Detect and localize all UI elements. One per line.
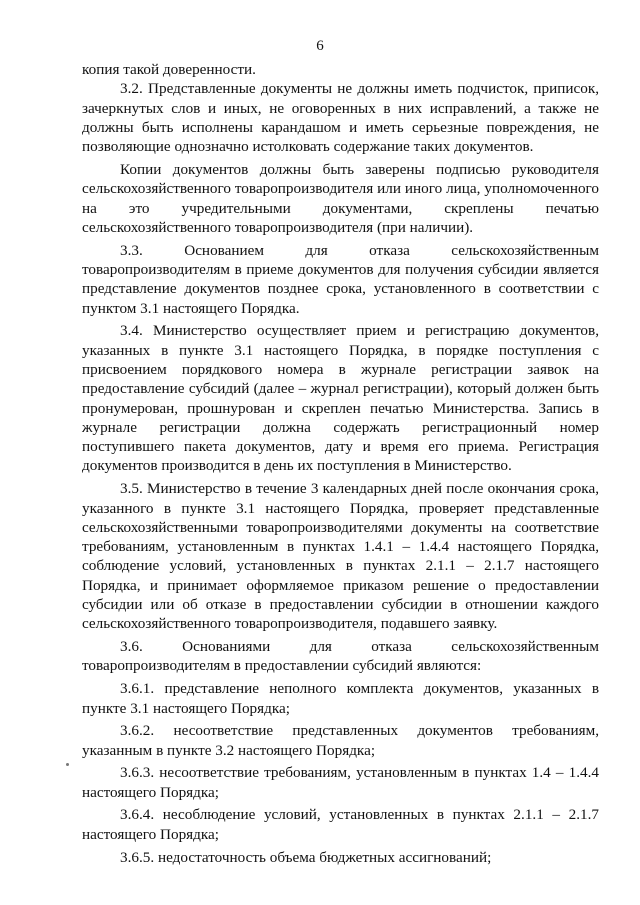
paragraph: 3.6.4. несоблюдение условий, установленных в пунктах 2.1.1 – 2.1.7 настоящего Порядка; — [82, 806, 599, 843]
paragraph: 3.2. Представленные документы не должны иметь подчисток, приписок, зачеркнутых слов и иных, не оговоренных в них исправлений, а также не должны быть исполнены карандашом и иметь серьезные повреждения, не позволяющие однозначно истолковать содержание таких документов. — [82, 80, 599, 156]
page-number: 6 — [316, 38, 324, 54]
paragraph: 3.6. Основаниями для отказа сельскохозяйственным товаропроизводителям в предоставлении субсидий являются: — [82, 638, 599, 675]
paragraph: 3.6.5. недостаточность объема бюджетных ассигнований; — [120, 848, 492, 866]
paragraph: 3.3. Основанием для отказа сельскохозяйственным товаропроизводителям в приеме документов для получения субсидии является представление документов позднее срока, установленного в соответствии с пунктом 3.1 настоящего Порядка. — [82, 241, 599, 317]
document-body — [82, 60, 599, 867]
paragraph: Копии документов должны быть заверены подписью руководителя сельскохозяйственного товаропроизводителя или иного лица, уполномоченного на это учредительными документами, скреплены печатью сельскохозяйственного товаропроизводителя (при наличии). — [82, 160, 599, 236]
paragraph: 3.6.2. несоответствие представленных документов требованиям, указанным в пункте 3.2 настоящего Порядка; — [82, 722, 599, 759]
paragraph: 3.5. Министерство в течение 3 календарных дней после окончания срока, указанного в пункте 3.1 настоящего Порядка, проверяет представленные сельскохозяйственными товаропроизводителями документы на соответствие требованиям, установленным в пунктах 1.4.1 – 1.4.4 настоящего Порядка, соблюдение условий, установленных в пунктах 2.1.1 – 2.1.7 настоящего Порядка, и принимает оформляемое приказом решение о предоставлении субсидии или об отказе в предоставлении субсидии в отношении каждого сельскохозяйственного товаропроизводителя, подавшего заявку. — [82, 480, 599, 633]
paragraph: 3.6.1. представление неполного комплекта документов, указанных в пункте 3.1 настоящего Порядка; — [82, 680, 599, 717]
margin-mark — [66, 763, 69, 766]
paragraph: 3.6.3. несоответствие требованиям, установленным в пунктах 1.4 – 1.4.4 настоящего Порядка; — [82, 764, 599, 801]
paragraph: копия такой доверенности. — [82, 61, 256, 78]
paragraph: 3.4. Министерство осуществляет прием и регистрацию документов, указанных в пункте 3.1 настоящего Порядка, в порядке поступления с присвоением порядкового номера в журнале регистрации заявок на предоставление субсидий (далее – журнал регистрации), который должен быть пронумерован, прошнурован и скреплен печатью Министерства. Запись в журнале регистрации должна содержать регистрационный номер поступившего пакета документов, дату и время его приема. Регистрация документов производится в день их поступления в Министерство. — [82, 322, 599, 475]
